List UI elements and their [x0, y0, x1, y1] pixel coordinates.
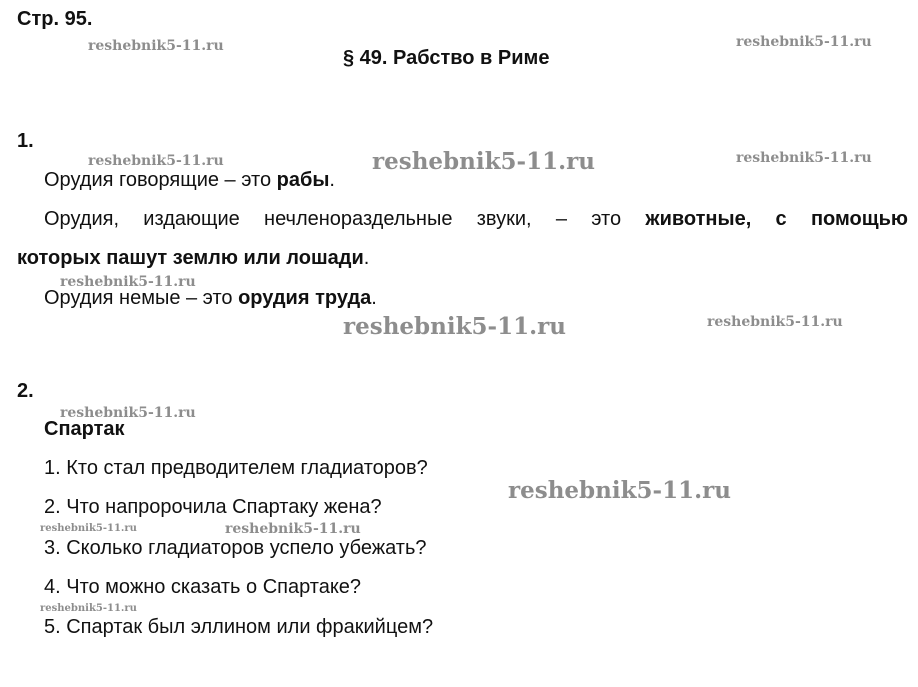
answer-bold: рабы	[276, 169, 330, 191]
answer-line	[17, 247, 369, 270]
watermark: reshebnik5-11.ru	[343, 313, 566, 340]
answer-bold: орудия труда	[238, 287, 372, 309]
section-number: 1.	[17, 130, 34, 152]
answer-text: .	[329, 169, 335, 191]
watermark: reshebnik5-11.ru	[736, 150, 872, 166]
answer-line	[44, 287, 377, 310]
answer-text: .	[371, 287, 377, 309]
answer-text: .	[363, 247, 370, 269]
answer-text: Орудия немые – это	[44, 287, 239, 309]
answer-bold: животные, с помощью	[645, 208, 908, 230]
page-label: Стр. 95.	[17, 8, 93, 30]
answer-line	[44, 208, 908, 231]
watermark: reshebnik5-11.ru	[372, 148, 595, 175]
answer-text: Орудия говорящие – это	[44, 169, 277, 191]
answer-bold: которых пашут землю или лошади	[17, 247, 364, 269]
answer-line	[44, 169, 335, 192]
watermark: reshebnik5-11.ru	[736, 34, 872, 50]
watermark: reshebnik5-11.ru	[707, 314, 843, 330]
watermark: reshebnik5-11.ru	[88, 153, 224, 169]
section-number: 2.	[17, 380, 34, 402]
question-item: 3. Сколько гладиаторов успело убежать?	[44, 537, 427, 559]
question-item: 2. Что напророчила Спартаку жена?	[44, 496, 382, 518]
section-title: Спартак	[44, 418, 125, 440]
section-heading: § 49. Рабство в Риме	[343, 47, 550, 69]
watermark: reshebnik5-11.ru	[40, 603, 137, 614]
watermark: reshebnik5-11.ru	[225, 521, 361, 537]
watermark: reshebnik5-11.ru	[60, 274, 196, 290]
watermark: reshebnik5-11.ru	[60, 405, 196, 421]
watermark: reshebnik5-11.ru	[508, 477, 731, 504]
question-item: 4. Что можно сказать о Спартаке?	[44, 576, 362, 598]
question-item: 1. Кто стал предводителем гладиаторов?	[44, 457, 428, 479]
watermark: reshebnik5-11.ru	[40, 523, 137, 534]
question-item: 5. Спартак был эллином или фракийцем?	[44, 616, 434, 638]
answer-text: Орудия, издающие нечленораздельные звуки, – это	[44, 208, 646, 230]
watermark: reshebnik5-11.ru	[88, 38, 224, 54]
